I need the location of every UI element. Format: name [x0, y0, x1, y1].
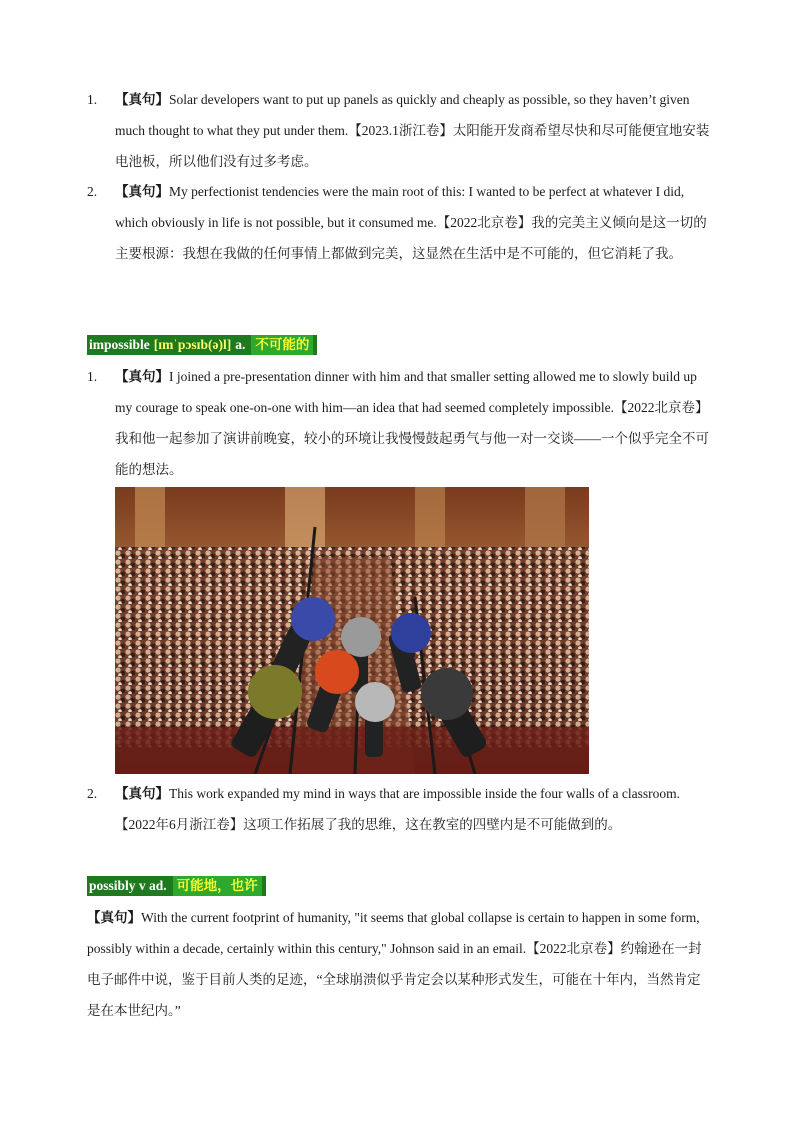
sentence-tag: 【真句】	[115, 786, 169, 801]
vocab-meaning: 不可能的	[251, 335, 313, 355]
vocab-pos: a.	[235, 337, 246, 352]
sentence-tag: 【真句】	[87, 910, 141, 925]
vocab-word: possibly v ad.	[89, 878, 167, 893]
auditorium-microphones-image	[115, 487, 589, 774]
example-sentence	[87, 778, 711, 840]
sentence-text: Solar developers want to put up panels as quickly and cheaply as possible, so they haven’t given much thought to what they put under them.【2023.1浙江卷】太阳能开发商希望尽快和尽可能便宜地安装电池板，所以他们没有过多考虑。	[115, 92, 710, 169]
sentence-text: My perfectionist tendencies were the main root of this: I wanted to be perfect at whatever I did, which obviously in life is not possible, but it consumed me.【2022北京卷】我的完美主义倾向是这一切的主要根源：我想在我做的任何事情上都做到完美，这显然在生活中是不可能的，但它消耗了我。	[115, 184, 707, 261]
sentence-text: I joined a pre-presentation dinner with him and that smaller setting allowed me to slowly build up my courage to speak one-on-one with him—an idea that had seemed completely impossible.【2022北京卷】我和他一起参加了演讲前晚宴，较小的环境让我慢慢鼓起勇气与他一对一交谈——一个似乎完全不可能的想法。	[115, 369, 709, 477]
item-number: 2.	[87, 184, 98, 199]
sentence-tag: 【真句】	[115, 92, 169, 107]
example-sentence	[87, 84, 711, 177]
vocab-meaning: 可能地，也许	[173, 876, 262, 896]
vocab-word: impossible	[89, 337, 150, 352]
vocab-phonetic: [ɪmˈpɔsɪb(ə)l]	[153, 337, 232, 352]
vocab-heading-impossible	[87, 335, 317, 355]
example-sentence	[87, 176, 711, 269]
sentence-tag: 【真句】	[115, 369, 169, 384]
sentence-tag: 【真句】	[115, 184, 169, 199]
photo-illustration	[115, 487, 589, 774]
example-paragraph	[87, 902, 711, 1026]
sentence-text: This work expanded my mind in ways that are impossible inside the four walls of a classroom.【2022年6月浙江卷】这项工作拓展了我的思维，这在教室的四壁内是不可能做到的。	[115, 786, 681, 832]
sentence-text: With the current footprint of humanity, "it seems that global collapse is certain to happen in some form, possibly within a decade, certainly within this century," Johnson said in an email.【2022北京卷】约翰逊在一封电子邮件中说，鉴于目前人类的足迹，“全球崩溃似乎肯定会以某种形式发生，可能在十年内，当然肯定是在本世纪内。”	[87, 910, 702, 1018]
example-sentence	[87, 361, 711, 485]
vocab-heading-possibly	[87, 876, 266, 896]
item-number: 2.	[87, 786, 98, 801]
item-number: 1.	[87, 92, 98, 107]
item-number: 1.	[87, 369, 98, 384]
